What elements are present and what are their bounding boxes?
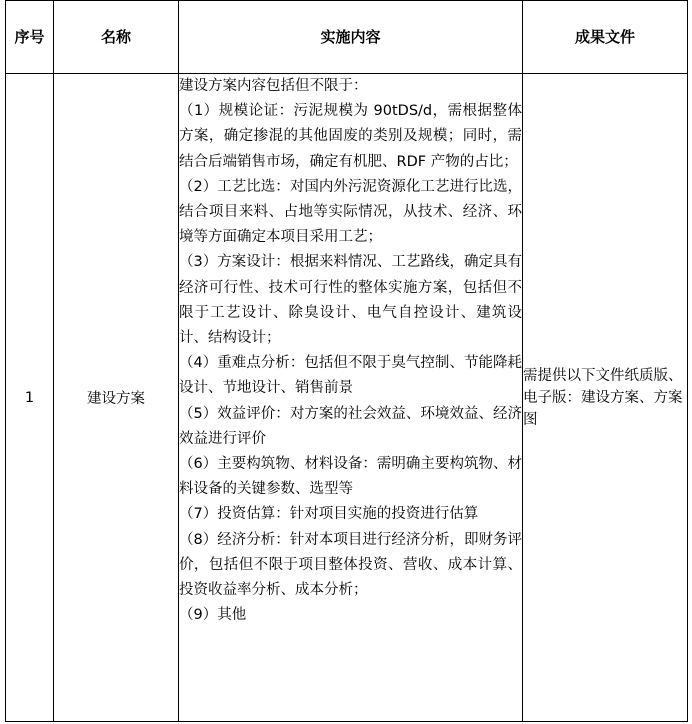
row-name: 建设方案: [54, 74, 179, 722]
header-result: 成果文件: [523, 1, 688, 74]
header-name: 名称: [54, 1, 179, 74]
content-item-3: （3）方案设计：根据来料情况、工艺路线，确定具有经济可行性、技术可行性的整体实施方案，包括但不限于工艺设计、除臭设计、电气自控设计、建筑设计、结构设计；: [179, 254, 522, 347]
table-row: [6, 74, 688, 722]
row-content: [179, 74, 523, 722]
content-item-5: （5）效益评价：对方案的社会效益、环境效益、经济效益进行评价: [179, 405, 522, 447]
content-item-7: （7）投资估算：针对项目实施的投资进行估算: [179, 506, 479, 523]
content-item-2: （2）工艺比选：对国内外污泥资源化工艺进行比选，结合项目来料、占地等实际情况，从技术、经济、环境等方面确定本项目采用工艺；: [179, 178, 522, 246]
row-seq: 1: [6, 74, 54, 722]
header-content: 实施内容: [179, 1, 523, 74]
row-result: 需提供以下文件纸质版、电子版：建设方案、方案图: [523, 74, 688, 722]
content-item-6: （6）主要构筑物、材料设备：需明确主要构筑物、材料设备的关键参数、选型等: [179, 456, 522, 498]
content-item-4: （4）重难点分析：包括但不限于臭气控制、节能降耗设计、节地设计、销售前景: [179, 355, 522, 397]
content-item-9: （9）其他: [179, 607, 247, 624]
content-item-1: （1）规模论证：污泥规模为 90tDS/d，需根据整体方案，确定掺混的其他固废的类别及规模；同时，需结合后端销售市场，确定有机肥、RDF 产物的占比；: [179, 103, 522, 170]
header-seq: 序号: [6, 1, 54, 74]
table-header-row: [6, 1, 688, 74]
implementation-table: [5, 0, 688, 722]
content-intro: 建设方案内容包括但不限于：: [179, 78, 368, 94]
content-item-8: （8）经济分析：针对本项目进行经济分析，即财务评价，包括但不限于项目整体投资、营收、成本计算、投资收益率分析、成本分析；: [179, 531, 522, 599]
